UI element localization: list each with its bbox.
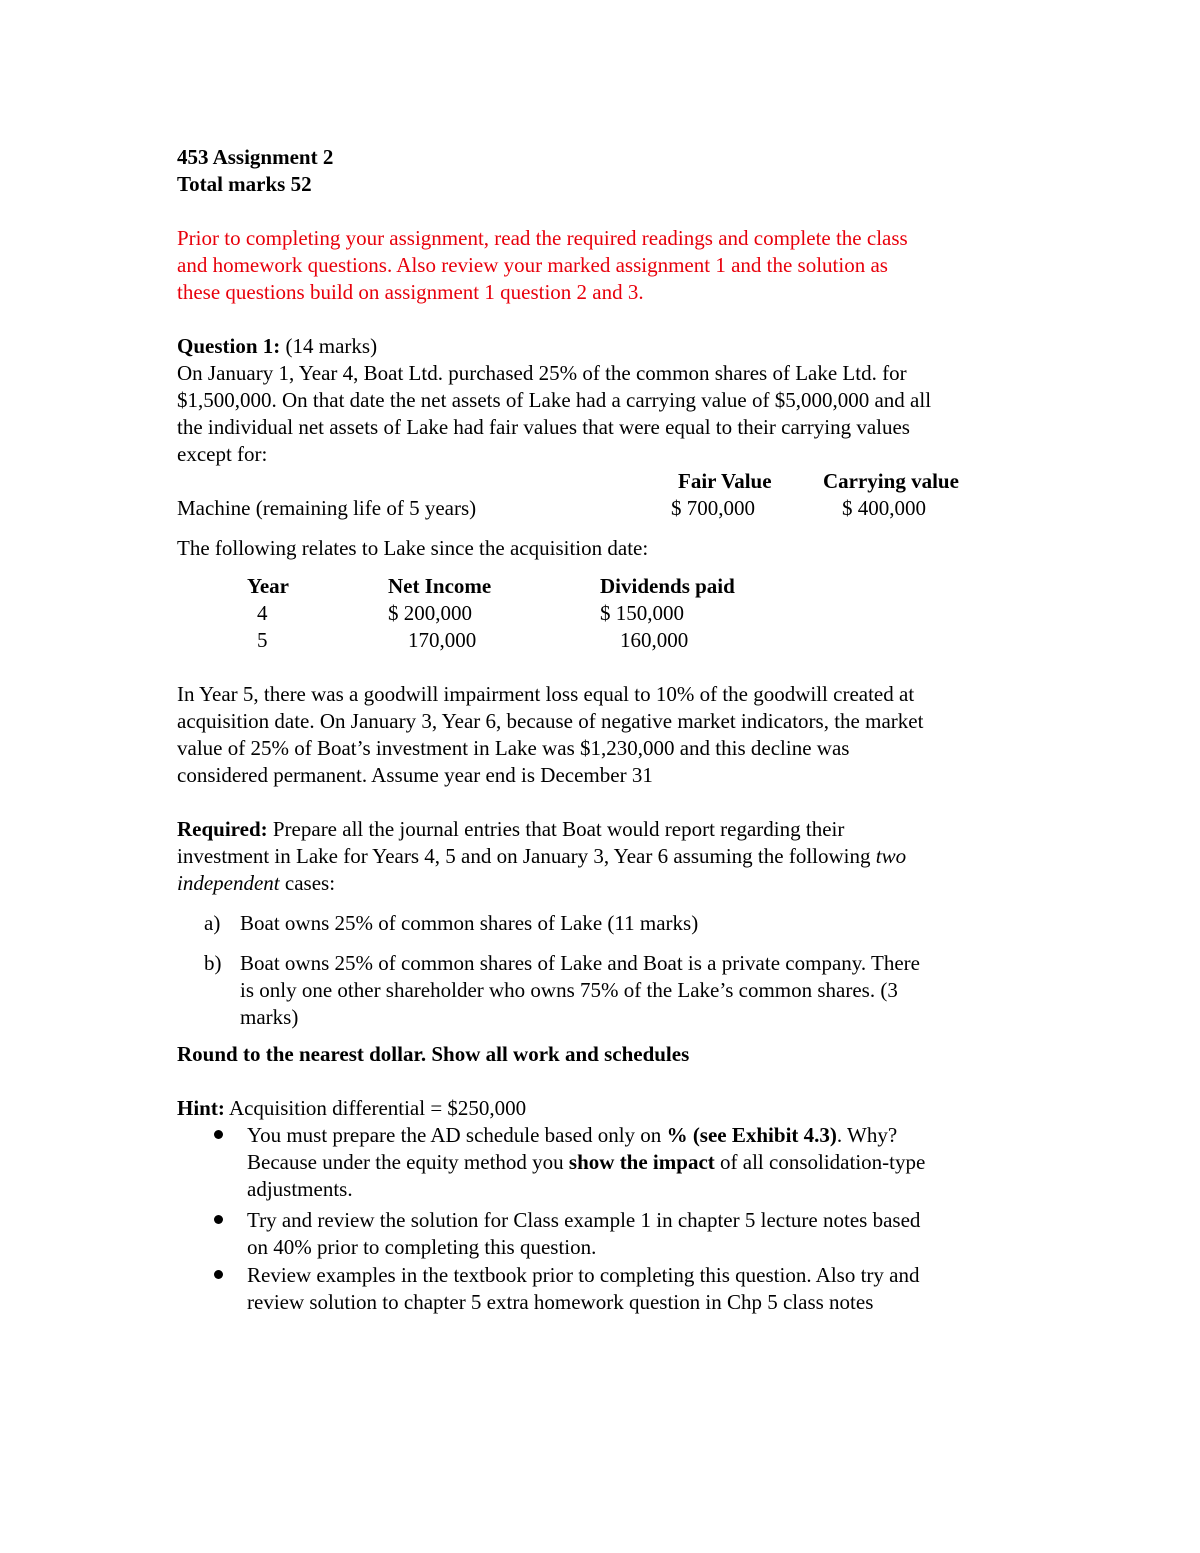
note-line-2: and homework questions. Also review your marked assignment 1 and the solution as bbox=[177, 253, 888, 277]
table-row-2-year: 5 bbox=[257, 628, 268, 652]
question1-para-line-1: On January 1, Year 4, Boat Ltd. purchased 25% of the common shares of Lake Ltd. for bbox=[177, 361, 907, 385]
question1-para-line-3: the individual net assets of Lake had fair values that were equal to their carrying values bbox=[177, 415, 910, 439]
impairment-line-3: value of 25% of Boat’s investment in Lake was $1,230,000 and this decline was bbox=[177, 736, 850, 760]
table-header-year: Year bbox=[247, 574, 289, 598]
table-row-1-year: 4 bbox=[257, 601, 268, 625]
bullet-icon bbox=[214, 1130, 223, 1139]
assignment-title: 453 Assignment 2 bbox=[177, 145, 334, 169]
table-row-2-dividends: 160,000 bbox=[620, 628, 689, 652]
machine-fair-value: $ 700,000 bbox=[671, 496, 755, 520]
table-header-dividends: Dividends paid bbox=[600, 574, 735, 598]
case-b-text-3: marks) bbox=[240, 1005, 299, 1029]
machine-carrying-value: $ 400,000 bbox=[842, 496, 926, 520]
hint-bullet-2-line-1: Try and review the solution for Class example 1 in chapter 5 lecture notes based bbox=[247, 1208, 921, 1232]
table-row-1-dividends: $ 150,000 bbox=[600, 601, 684, 625]
round-instruction: Round to the nearest dollar. Show all work and schedules bbox=[177, 1042, 690, 1066]
impairment-line-2: acquisition date. On January 3, Year 6, because of negative market indicators, the market bbox=[177, 709, 924, 733]
bullet-icon bbox=[214, 1215, 223, 1224]
hint-bullet-2-line-2: on 40% prior to completing this question. bbox=[247, 1235, 597, 1259]
carrying-value-header: Carrying value bbox=[823, 469, 959, 493]
note-line-3: these questions build on assignment 1 question 2 and 3. bbox=[177, 280, 644, 304]
machine-label: Machine (remaining life of 5 years) bbox=[177, 496, 477, 520]
impairment-line-4: considered permanent. Assume year end is December 31 bbox=[177, 763, 653, 787]
hint-label: Hint: bbox=[177, 1096, 225, 1120]
required-label: Required: bbox=[177, 817, 268, 841]
required-two: two bbox=[875, 844, 907, 868]
required-line-3 bbox=[177, 870, 335, 897]
hint-bullet-3-line-2: review solution to chapter 5 extra homework question in Chp 5 class notes bbox=[247, 1290, 874, 1314]
required-text-2: investment in Lake for Years 4, 5 and on January 3, Year 6 assuming the following bbox=[177, 844, 871, 868]
hint-bullet-1-text-a: You must prepare the AD schedule based only on bbox=[247, 1123, 662, 1147]
question1-para-line-2: $1,500,000. On that date the net assets of Lake had a carrying value of $5,000,000 and all bbox=[177, 388, 932, 412]
question1-marks: (14 marks) bbox=[285, 334, 378, 358]
hint-bullet-1-text-f: of all consolidation-type bbox=[720, 1150, 926, 1174]
hint-bullet-1-text-b: % (see Exhibit 4.3) bbox=[666, 1123, 837, 1147]
case-a-label: a) bbox=[204, 911, 221, 935]
question1-para-line-4: except for: bbox=[177, 442, 268, 466]
hint-bullet-1-line-1 bbox=[247, 1122, 897, 1149]
hint-bullet-1-line-3: adjustments. bbox=[247, 1177, 353, 1201]
table-row-1-net-income: $ 200,000 bbox=[388, 601, 472, 625]
question1-heading bbox=[177, 333, 377, 360]
question1-label: Question 1: bbox=[177, 334, 281, 358]
table-row-2-net-income: 170,000 bbox=[408, 628, 477, 652]
hint-bullet-1-text-e: show the impact bbox=[568, 1150, 715, 1174]
hint-bullet-1-text-c: . Why? bbox=[836, 1123, 898, 1147]
hint-bullet-1-text-d: Because under the equity method you bbox=[247, 1150, 564, 1174]
table-header-net-income: Net Income bbox=[388, 574, 492, 598]
required-independent: independent bbox=[177, 871, 280, 895]
impairment-line-1: In Year 5, there was a goodwill impairment loss equal to 10% of the goodwill created at bbox=[177, 682, 915, 706]
hint-line bbox=[177, 1095, 526, 1122]
required-line-2 bbox=[177, 843, 906, 870]
relates-text: The following relates to Lake since the acquisition date: bbox=[177, 536, 649, 560]
required-line-1 bbox=[177, 816, 844, 843]
case-a-text: Boat owns 25% of common shares of Lake (11 marks) bbox=[240, 911, 699, 935]
case-b-label: b) bbox=[204, 951, 222, 975]
fair-value-header: Fair Value bbox=[678, 469, 772, 493]
hint-bullet-1-line-2 bbox=[247, 1149, 925, 1176]
case-b-text-2: is only one other shareholder who owns 75% of the Lake’s common shares. (3 bbox=[240, 978, 898, 1002]
hint-text: Acquisition differential = $250,000 bbox=[228, 1096, 527, 1120]
case-b-text-1: Boat owns 25% of common shares of Lake and Boat is a private company. There bbox=[240, 951, 920, 975]
total-marks: Total marks 52 bbox=[177, 172, 312, 196]
note-line-1: Prior to completing your assignment, read the required readings and complete the class bbox=[177, 226, 908, 250]
required-cases: cases: bbox=[284, 871, 336, 895]
bullet-icon bbox=[214, 1270, 223, 1279]
required-text-1: Prepare all the journal entries that Boat would report regarding their bbox=[272, 817, 845, 841]
hint-bullet-3-line-1: Review examples in the textbook prior to completing this question. Also try and bbox=[247, 1263, 920, 1287]
